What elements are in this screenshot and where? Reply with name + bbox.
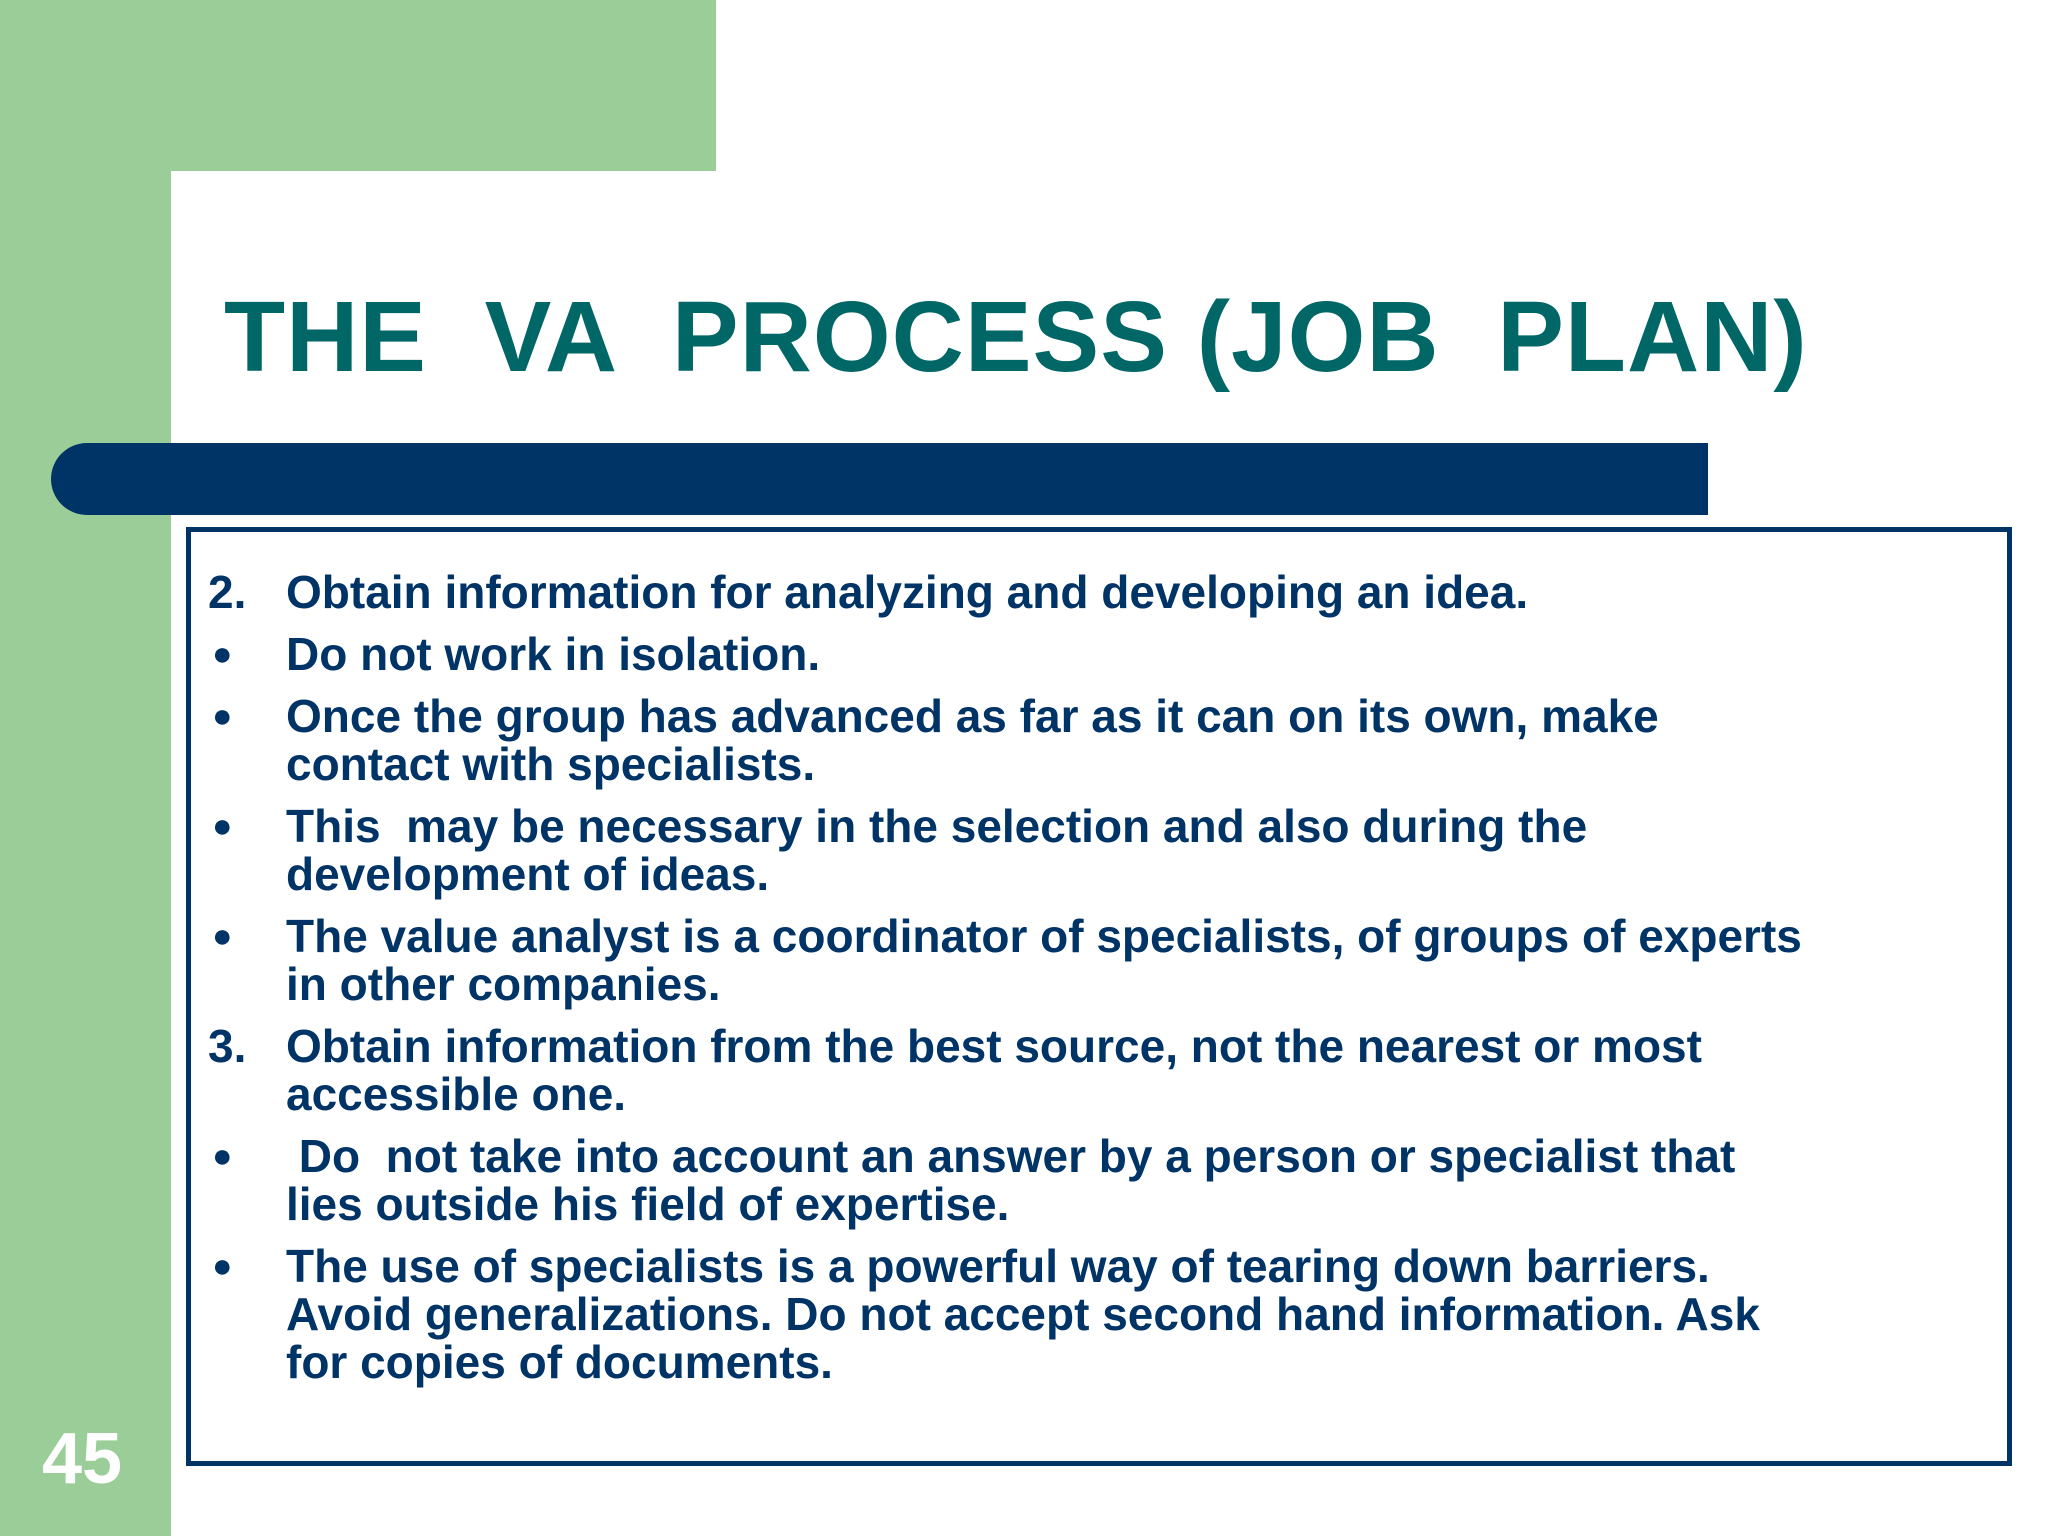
item-text: Do not take into account an answer by a person or specialist that lies outside his field of expertise. xyxy=(286,1130,1736,1230)
bullet-list xyxy=(208,568,1998,1400)
left-accent-band xyxy=(0,0,171,1536)
list-item xyxy=(208,1132,1998,1228)
bullet-icon: ● xyxy=(212,697,233,735)
bullet-icon: ● xyxy=(212,1247,233,1285)
item-text: Obtain information for analyzing and developing an idea. xyxy=(286,566,1529,618)
top-accent-band xyxy=(0,0,716,171)
item-text: This may be necessary in the selection and also during the development of ideas. xyxy=(286,800,1588,900)
item-text: Obtain information from the best source, not the nearest or most accessible one. xyxy=(286,1020,1702,1120)
bullet-icon: ● xyxy=(212,807,233,845)
slide-number: 45 xyxy=(42,1419,123,1499)
list-item xyxy=(208,1022,1998,1118)
list-item xyxy=(208,802,1998,898)
bullet-icon: ● xyxy=(212,635,233,673)
item-text: Once the group has advanced as far as it can on its own, make contact with specialists. xyxy=(286,690,1659,790)
item-number: 3. xyxy=(208,1020,247,1072)
bullet-icon: ● xyxy=(212,1137,233,1175)
list-item xyxy=(208,692,1998,788)
title-divider-bar xyxy=(51,443,1708,515)
item-number: 2. xyxy=(208,566,247,618)
list-item xyxy=(208,630,1998,678)
slide-title: THE VA PROCESS (JOB PLAN) xyxy=(224,281,1808,393)
list-item xyxy=(208,1242,1998,1386)
list-item xyxy=(208,912,1998,1008)
item-text: The use of specialists is a powerful way of tearing down barriers. Avoid generalizations. Do not accept second hand information. Ask for copies of documents. xyxy=(286,1240,1760,1388)
item-text: Do not work in isolation. xyxy=(286,628,821,680)
bullet-icon: ● xyxy=(212,917,233,955)
list-item xyxy=(208,568,1998,616)
item-text: The value analyst is a coordinator of specialists, of groups of experts in other companies. xyxy=(286,910,1802,1010)
